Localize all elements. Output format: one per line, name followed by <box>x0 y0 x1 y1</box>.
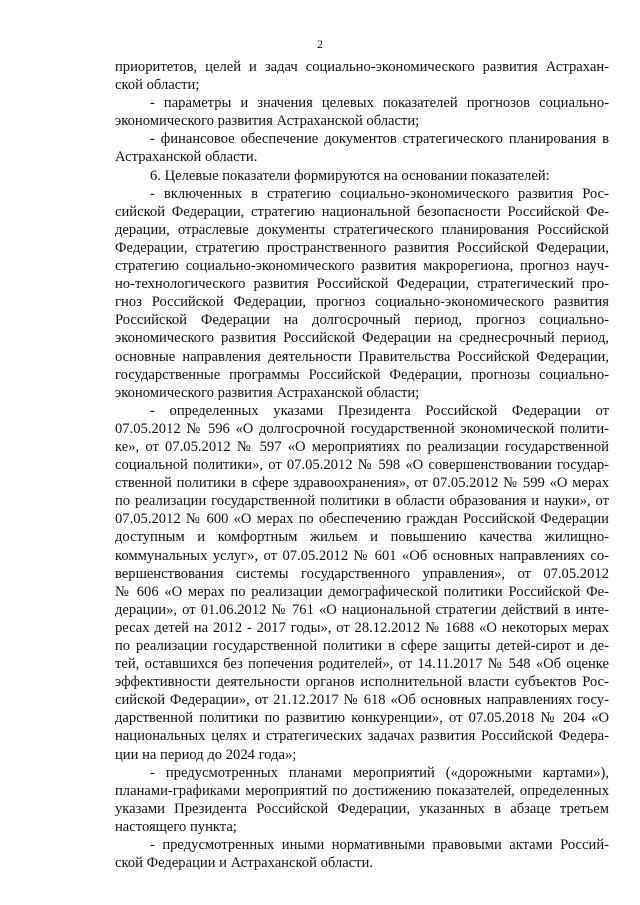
text-line: 07.05.2012 № 600 «О мерах по обеспечению граждан Российской Федерации <box>115 511 609 528</box>
text-line: приоритетов, целей и задач социально-экономического развития Астрахан- <box>115 59 609 75</box>
text-line: ской области; <box>115 77 200 94</box>
text-line: - предусмотренных планами мероприятий («дорожными картами»), <box>150 764 609 781</box>
text-line: настоящего пункта; <box>115 818 237 835</box>
text-line: дарственной политики по развитию конкуренции», от 07.05.2018 № 204 «О <box>115 710 609 727</box>
text-line: по реализации государственной политики в области образования и науки», от <box>115 493 609 510</box>
text-line: Российской Федерации на долгосрочный период, прогноз социально- <box>115 312 609 329</box>
text-line: гноз Российской Федерации, прогноз социально-экономического развития <box>115 294 609 311</box>
text-line: сийской Федерации, стратегию национальной безопасности Российской Фе- <box>115 203 609 220</box>
text-line: Астраханской области. <box>115 149 258 166</box>
text-line: доступным и комфортным жильем и повышению качества жилищно- <box>115 529 609 546</box>
text-line: социальной политики», от 07.05.2012 № 598 «О совершенствовании государ- <box>115 457 609 474</box>
text-line: дерации, отраслевые документы стратегического планирования Российской <box>115 221 609 238</box>
text-line: указами Президента Российской Федерации, указанных в абзаце третьем <box>115 800 609 817</box>
text-line: но-технологического развития Российской Федерации, стратегический про- <box>115 276 609 293</box>
text-line: стратегию социально-экономического развития макрорегиона, прогноз науч- <box>115 258 609 275</box>
document-body <box>115 58 609 872</box>
text-line: по реализации государственной политики в сфере защиты детей-сирот и де- <box>115 638 609 654</box>
paragraph <box>115 836 609 872</box>
text-line: тей, оставшихся без попечения родителей», от 14.11.2017 № 548 «Об оценке <box>115 656 609 673</box>
text-line: сийской Федерации», от 21.12.2017 № 618 «Об основных направлениях госу- <box>115 692 609 709</box>
text-line: дерации», от 01.06.2012 № 761 «О национальной стратегии действий в инте- <box>115 601 609 618</box>
text-line: ке», от 07.05.2012 № 597 «О мероприятиях по реализации государственной <box>115 438 609 455</box>
paragraph <box>115 130 609 166</box>
text-line: государственные программы Российской Федерации, прогнозы социально- <box>115 366 609 383</box>
text-line: экономического развития Астраханской области; <box>115 113 420 130</box>
paragraph <box>115 764 609 836</box>
paragraph <box>115 185 609 402</box>
paragraph <box>115 58 609 94</box>
paragraph <box>115 402 609 764</box>
text-line: ресах детей на 2012 - 2017 годы», от 28.12.2012 № 1688 «О некоторых мерах <box>115 619 609 636</box>
text-line: основные направления деятельности Правительства Российской Федерации, <box>115 348 609 365</box>
text-line: - предусмотренных иными нормативными правовыми актами Россий- <box>150 837 609 854</box>
text-line: эффективности деятельности органов исполнительной власти субъектов Рос- <box>115 674 609 691</box>
text-line: ской Федерации и Астраханской области. <box>115 855 373 872</box>
text-line: 07.05.2012 № 596 «О долгосрочной государственной экономической полити- <box>115 420 609 437</box>
text-line: 6. Целевые показатели формируются на основании показателей: <box>150 167 550 184</box>
text-line: - определенных указами Президента Российской Федерации от <box>150 402 609 419</box>
text-line: - параметры и значения целевых показателей прогнозов социально- <box>150 95 609 112</box>
text-line: - включенных в стратегию социально-экономического развития Рос- <box>150 185 609 202</box>
text-line: коммунальных услуг», от 07.05.2012 № 601 «Об основных направлениях со- <box>115 547 609 564</box>
text-line: ции на период до 2024 года»; <box>115 746 297 763</box>
page-number: 2 <box>317 37 323 51</box>
text-line: экономического развития Российской Федерации на среднесрочный период, <box>115 330 609 347</box>
text-line: № 606 «О мерах по реализации демографической политики Российской Фе- <box>115 583 609 600</box>
text-line: вершенствования системы государственного управления», от 07.05.2012 <box>115 565 609 582</box>
text-line: ственной политики в сфере здравоохранения», от 07.05.2012 № 599 «О мерах <box>115 475 609 492</box>
text-line: Федерации, стратегию пространственного развития Российской Федерации, <box>115 239 609 256</box>
text-line: - финансовое обеспечение документов стратегического планирования в <box>150 131 609 148</box>
paragraph <box>115 94 609 130</box>
text-line: планами-графиками мероприятий по достижению показателей, определенных <box>115 782 609 799</box>
text-line: экономического развития Астраханской области; <box>115 384 420 401</box>
paragraph <box>115 167 609 185</box>
text-line: национальных целях и стратегических задачах развития Российской Федера- <box>115 728 609 745</box>
